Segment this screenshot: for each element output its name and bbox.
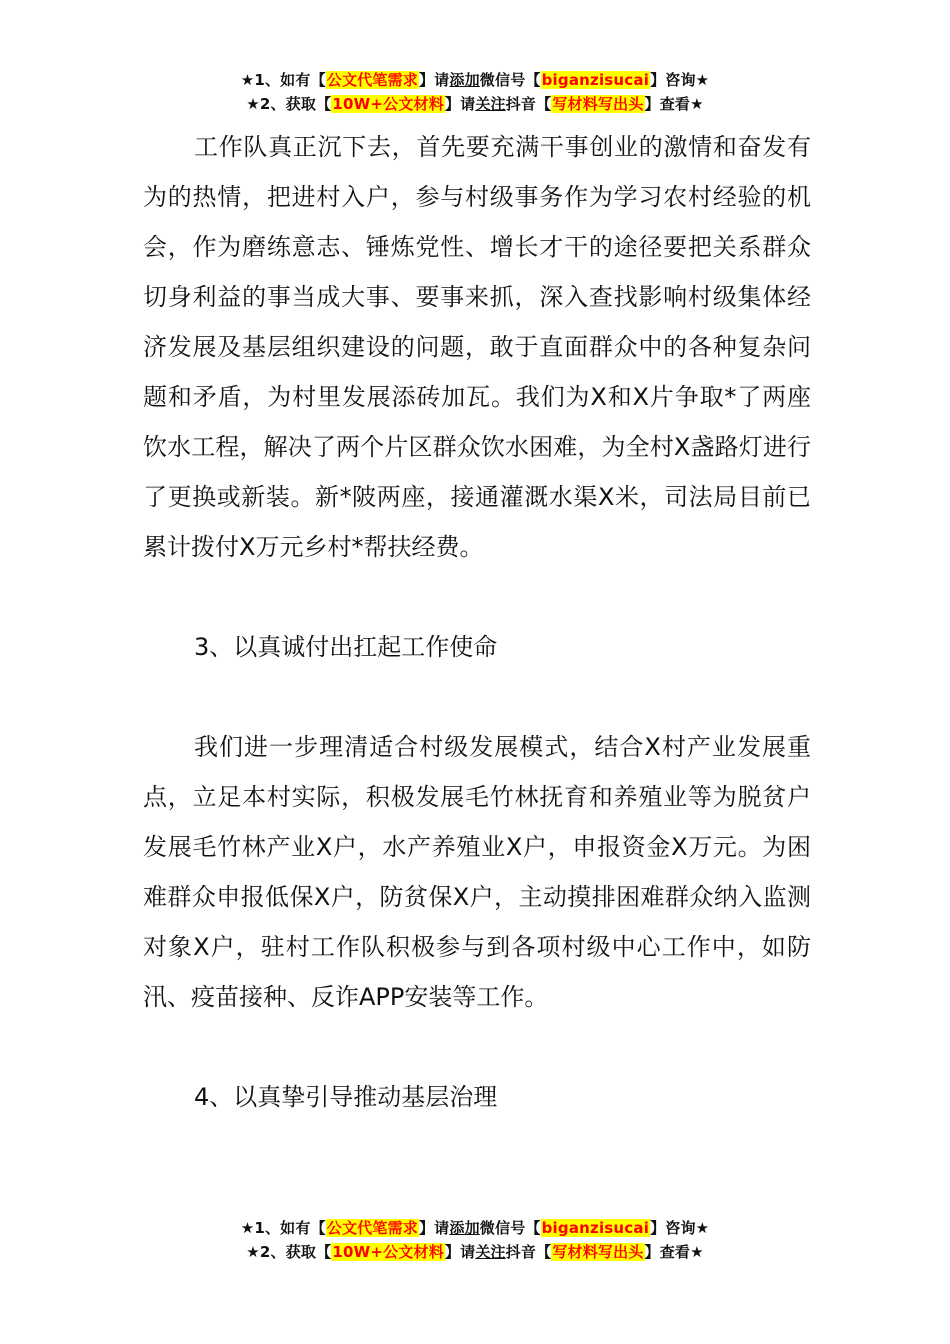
banner-text: 】查看★ [644,95,704,113]
banner-text: 】咨询★ [650,71,710,89]
highlight-service: 公文代笔需求 [326,1219,418,1237]
banner-text: 抖音【 [505,1243,552,1261]
banner-emphasis: 关注 [475,1243,506,1261]
banner-line-2 [0,92,950,116]
banner-emphasis: 添加 [449,71,480,89]
banner-text: 】请 [444,95,476,113]
banner-text: ★2、获取【 [246,1243,332,1261]
highlight-wechat-id: biganzisucai [541,1219,650,1237]
banner-text: 微信号【 [479,71,541,89]
section-heading-3: 3、以真诚付出扛起工作使命 [194,633,498,661]
paragraph-1: 工作队真正沉下去，首先要充满干事创业的激情和奋发有为的热情，把进村入户，参与村级事务作为学习农村经验的机会，作为磨练意志、锤炼党性、增长才干的途径要把关系群众切身利益的事当成大事、要事来抓，深入查找影响村级集体经济发展及基层组织建设的问题，敢于直面群众中的各种复杂问题和矛盾，为村里发展添砖加瓦。我们为X和X片争取*了两座饮水工程，解决了两个片区群众饮水困难，为全村X盏路灯进行了更换或新装。新*陂两座，接通灌溉水渠X米，司法局目前已累计拨付X万元乡村*帮扶经费。 [143,133,811,561]
footer-banner [0,1216,950,1264]
header-banner [0,68,950,116]
banner-text: 微信号【 [479,1219,541,1237]
document-body [143,122,811,1172]
banner-text: ★2、获取【 [246,95,332,113]
banner-emphasis: 添加 [449,1219,480,1237]
banner-text: 抖音【 [505,95,552,113]
highlight-materials: 10W+公文材料 [332,1243,444,1261]
highlight-douyin: 写材料写出头 [552,95,644,113]
banner-line-1 [0,68,950,92]
highlight-wechat-id: biganzisucai [541,71,650,89]
banner-text: 】查看★ [644,1243,704,1261]
banner-text: 】请 [418,1219,450,1237]
banner-line-2 [0,1240,950,1264]
banner-text: ★1、如有【 [240,1219,326,1237]
banner-text: ★1、如有【 [240,71,326,89]
section-heading-4: 4、以真挚引导推动基层治理 [194,1083,498,1111]
banner-emphasis: 关注 [475,95,506,113]
banner-text: 】咨询★ [650,1219,710,1237]
highlight-service: 公文代笔需求 [326,71,418,89]
banner-line-1 [0,1216,950,1240]
highlight-douyin: 写材料写出头 [552,1243,644,1261]
highlight-materials: 10W+公文材料 [332,95,444,113]
paragraph-2: 我们进一步理清适合村级发展模式，结合X村产业发展重点，立足本村实际，积极发展毛竹林抚育和养殖业等为脱贫户发展毛竹林产业X户，水产养殖业X户，申报资金X万元。为困难群众申报低保X户，防贫保X户，主动摸排困难群众纳入监测对象X户，驻村工作队积极参与到各项村级中心工作中，如防汛、疫苗接种、反诈APP安装等工作。 [143,733,811,1011]
banner-text: 】请 [444,1243,476,1261]
banner-text: 】请 [418,71,450,89]
